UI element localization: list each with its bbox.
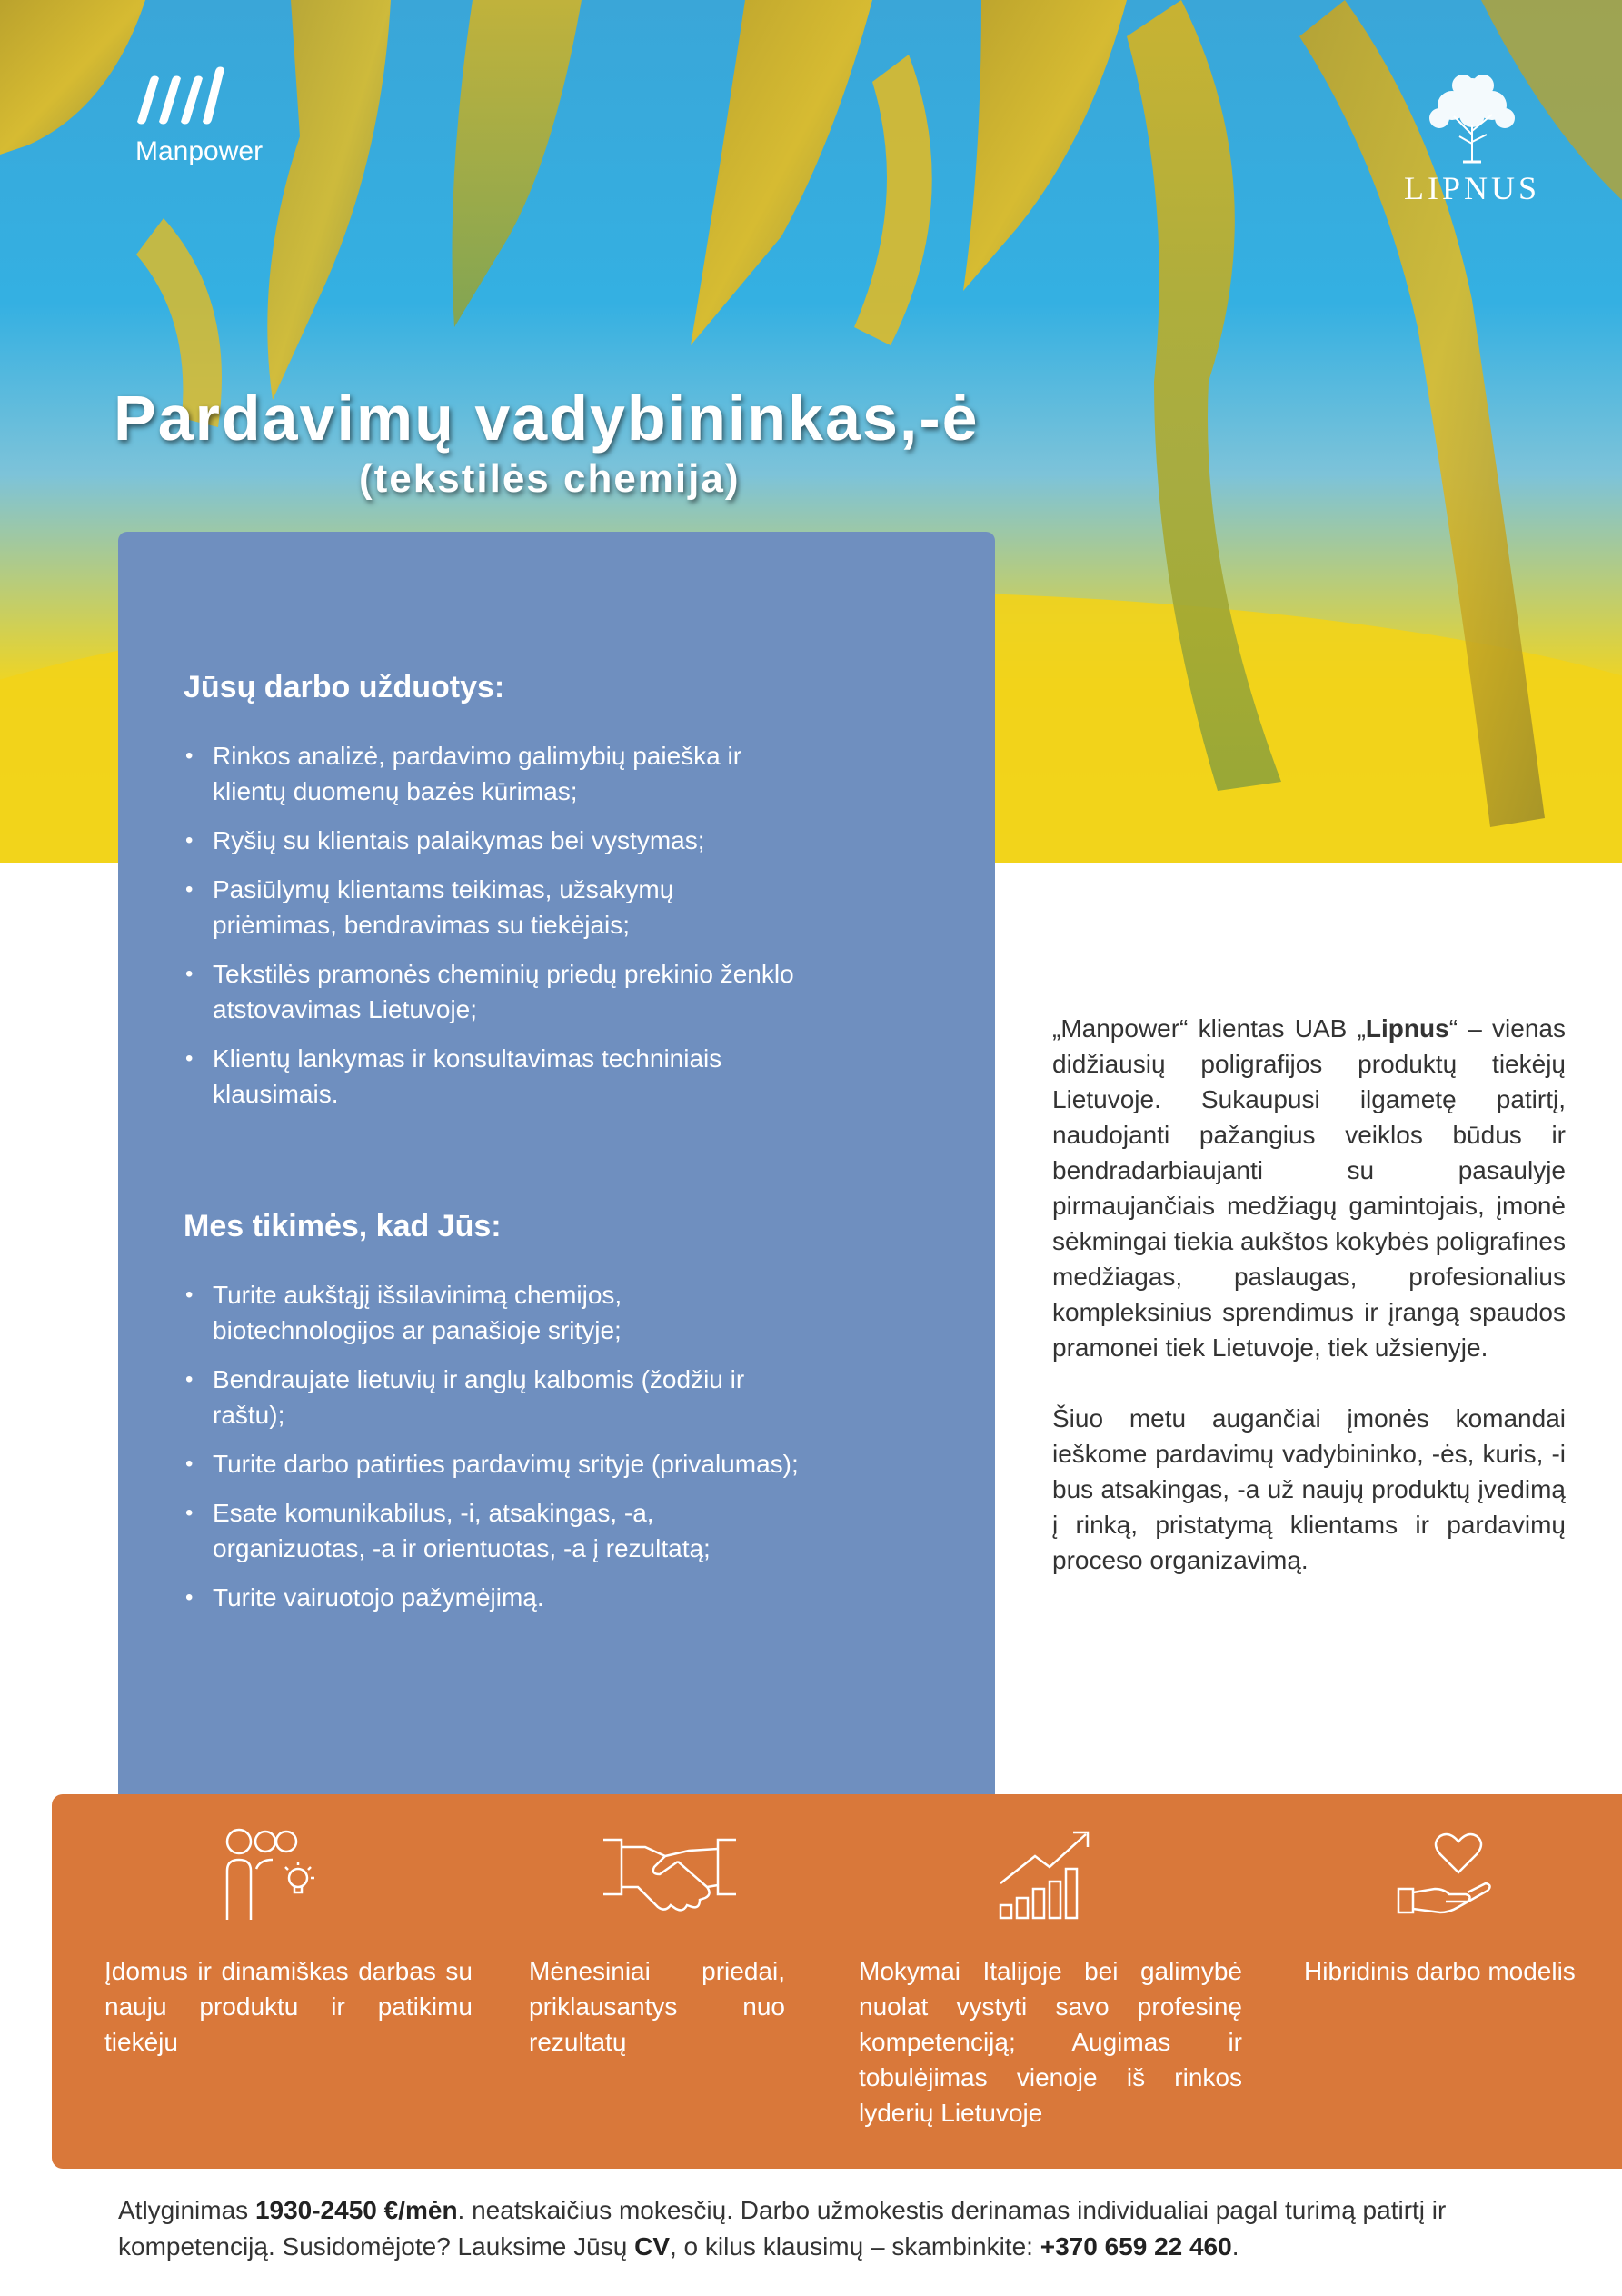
list-item: • Turite aukštąjį išsilavinimą chemijos, biotechnologijos ar panašioje srityje; bbox=[184, 1277, 801, 1348]
footer-text: Atlyginimas bbox=[118, 2196, 255, 2224]
requirements-panel bbox=[118, 532, 995, 1832]
manpower-logo-icon bbox=[132, 64, 236, 127]
about-text: „Manpower“ klientas UAB „ bbox=[1052, 1014, 1366, 1043]
phone-number: +370 659 22 460 bbox=[1040, 2232, 1232, 2261]
list-item: • Tekstilės pramonės cheminių priedų prekinio ženklo atstovavimas Lietuvoje; bbox=[184, 956, 801, 1027]
footer-text: . neatskaičius mokesčių. Darbo užmokestis derinamas individualiai pagal turimą patirtį ir kompetenciją. Susidomėjote? Lauksime Jūsų bbox=[118, 2196, 1447, 2261]
list-item: • Bendraujate lietuvių ir anglų kalbomis (žodžiu ir raštu); bbox=[184, 1362, 801, 1433]
lipnus-logo bbox=[1399, 71, 1545, 207]
manpower-logo bbox=[132, 64, 268, 173]
about-text: “ – vienas didžiausių poligrafijos produktų tiekėjų Lietuvoje. Sukaupusi ilgametę patirtį, naudojanti pažangius veiklos būdus ir bendradarbiaujanti su pasaulyje pirmaujančiais medžiagų gamintojais, įmonė sėkmingai tiekia aukštos kokybės poligrafines medžiagas, paslaugas, profesionalius kompleksinius sprendimus ir įrangą spaudos pramonei tiek Lietuvoje, tiek užsienyje. bbox=[1052, 1014, 1566, 1362]
lipnus-logo-text: LIPNUS bbox=[1403, 170, 1541, 206]
salary-footer bbox=[118, 2192, 1590, 2265]
job-title: Pardavimų vadybininkas,-ė bbox=[114, 383, 980, 454]
benefit-label: Mokymai Italijoje bei galimybė nuolat vystyti savo profesinę kompetenciją; Augimas ir tobulėjimas vienoje iš rinkos lyderių Lietuvoje bbox=[859, 1957, 1242, 2127]
salary-range: 1930-2450 €/mėn bbox=[254, 2196, 458, 2224]
list-item: • Turite vairuotojo pažymėjimą. bbox=[184, 1580, 801, 1615]
benefit-label: Įdomus ir dinamiškas darbas su nauju produktu ir patikimu tiekėju bbox=[104, 1957, 473, 2056]
list-item: • Klientų lankymas ir konsultavimas techniniais klausimais. bbox=[184, 1041, 801, 1112]
benefit-label: Mėnesiniai priedai, priklausantys nuo rezultatų bbox=[529, 1957, 785, 2056]
list-item: • Turite darbo patirties pardavimų srityje (privalumas); bbox=[184, 1446, 801, 1482]
manpower-logo-text: Manpower bbox=[135, 136, 264, 166]
company-name: Lipnus bbox=[1365, 1014, 1449, 1043]
cv-text: CV bbox=[634, 2232, 670, 2261]
footer-text: , o kilus klausimų – skambinkite: bbox=[670, 2232, 1040, 2261]
tasks-list bbox=[184, 738, 801, 1125]
tasks-heading: Jūsų darbo užduotys: bbox=[184, 670, 505, 704]
benefits-panel bbox=[52, 1794, 1622, 2169]
footer-text: . bbox=[1231, 2232, 1239, 2261]
handshake-icon bbox=[602, 1831, 738, 1922]
growth-chart-icon bbox=[995, 1822, 1095, 1922]
heart-hand-icon bbox=[1395, 1831, 1495, 1922]
about-paragraph-1 bbox=[1052, 1011, 1566, 1365]
job-subtitle: (tekstilės chemija) bbox=[359, 456, 741, 501]
list-item: • Ryšių su klientais palaikymas bei vystymas; bbox=[184, 823, 801, 858]
team-idea-icon bbox=[218, 1825, 318, 1925]
list-item: • Esate komunikabilus, -i, atsakingas, -a, organizuotas, -a ir orientuotas, -a į rezultatą; bbox=[184, 1495, 801, 1566]
list-item: • Rinkos analizė, pardavimo galimybių paieška ir klientų duomenų bazės kūrimas; bbox=[184, 738, 801, 809]
list-item: • Pasiūlymų klientams teikimas, užsakymų priėmimas, bendravimas su tiekėjais; bbox=[184, 872, 801, 943]
benefit-label: Hibridinis darbo modelis bbox=[1304, 1957, 1576, 1985]
about-paragraph-2: Šiuo metu augančiai įmonės komandai ieškome pardavimų vadybininko, -ės, kuris, -i bus atsakingas, -a už naujų produktų įvedimą į rinką, pristatymą klientams ir pardavimų proceso organizavimą. bbox=[1052, 1404, 1566, 1574]
expectations-list bbox=[184, 1277, 801, 1629]
tree-icon bbox=[1399, 71, 1545, 166]
expectations-heading: Mes tikimės, kad Jūs: bbox=[184, 1209, 502, 1243]
company-description bbox=[1052, 1011, 1566, 1613]
